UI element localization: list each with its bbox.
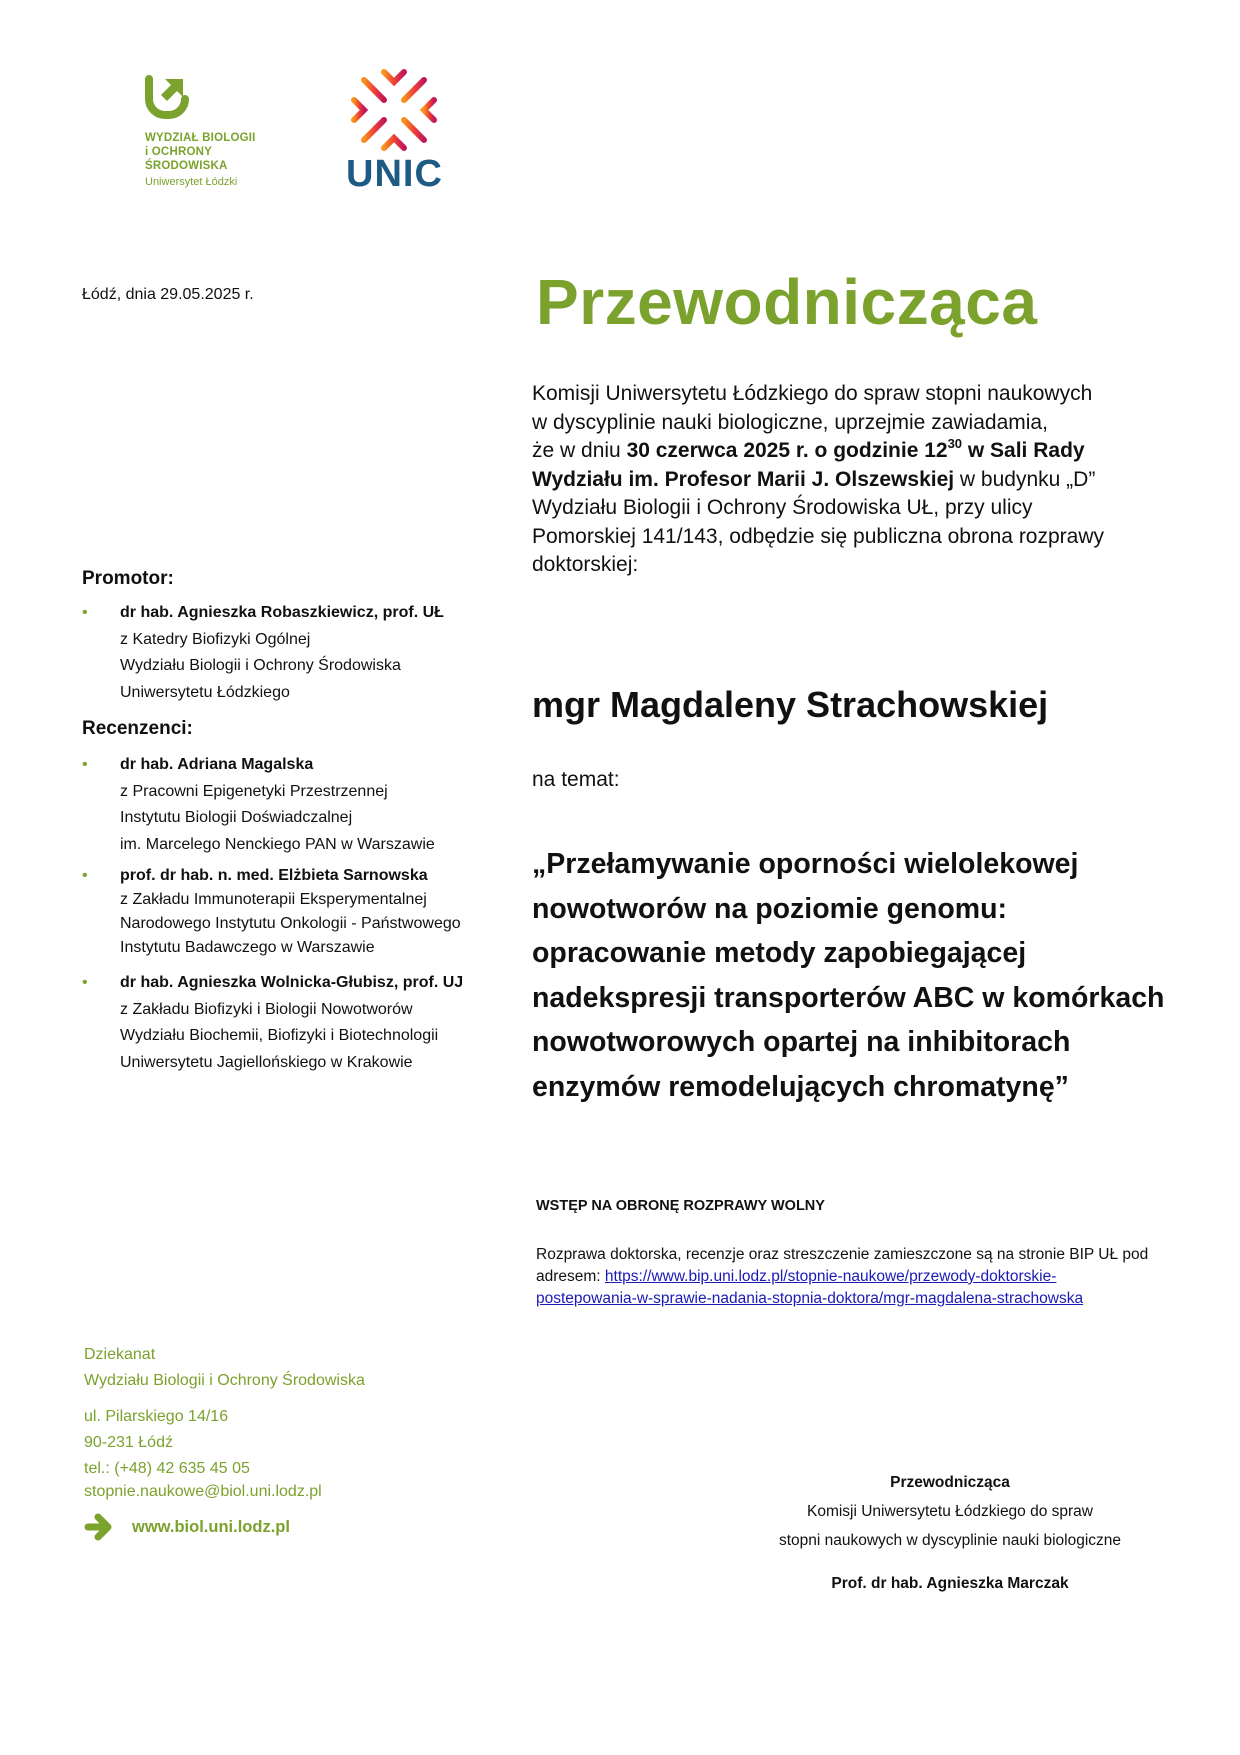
bullet-icon: • [82,756,88,773]
office-city: 90-231 Łódź [84,1434,173,1451]
office-phone: tel.: (+48) 42 635 45 05 [84,1460,250,1477]
faculty-logo [145,75,295,188]
faculty-name: WYDZIAŁ BIOLOGII i OCHRONY ŚRODOWISKA [145,132,256,172]
faculty-arrow-icon [145,75,189,121]
arrow-right-icon [84,1512,112,1542]
bullet-icon: • [82,974,88,991]
document-date: Łódź, dnia 29.05.2025 r. [82,286,254,303]
unic-logo [346,64,446,194]
contact-footer [84,1342,365,1542]
defense-room: Wydziału im. Profesor Marii J. Olszewskiej [532,467,955,491]
reviewer-item: • prof. dr hab. n. med. Elżbieta Sarnowska z Zakładu Immunoterapii Eksperymentalnej Narodowego Instytutu Onkologii - Państwowego Instytutu Badawczego w Warszawie [82,864,502,960]
thesis-title: „Przełamywanie oporności wielolekowej nowotworów na poziomie genomu: opracowanie metody zapobiegającej nadekspresji transporterów ABC w komórkach nowotworowych opartej na inhibitorach enzymów remodelujących chromatynę” [532,848,1165,1103]
signature-name: Prof. dr hab. Agnieszka Marczak [831,1575,1069,1592]
bullet-icon: • [82,604,88,621]
bip-link[interactable]: https://www.bip.uni.lodz.pl/stopnie-naukowe/przewody-doktorskie- postepowania-w-sprawie-nadania-stopnia-doktora/mgr-magdalena-strachowska [536,1268,1084,1307]
office-faculty: Wydziału Biologii i Ochrony Środowiska [84,1372,365,1389]
starburst-icon [346,64,442,156]
website-link[interactable]: www.biol.uni.lodz.pl [84,1512,365,1542]
university-name: Uniwersytet Łódzki [145,176,238,188]
reviewer-item: • dr hab. Agnieszka Wolnicka-Głubisz, prof. UJ z Zakładu Biofizyki i Biologii Nowotworów Wydziału Biochemii, Biofizyki i Biotechnologii Uniwersytetu Jagiellońskiego w Krakowie [82,970,502,1076]
signature-block: Przewodnicząca Komisji Uniwersytetu Łódzkiego do spraw stopni naukowych w dyscyplinie nauki biologiczne Prof. dr hab. Agnieszka Marczak [740,1468,1160,1598]
announcement-text: Komisji Uniwersytetu Łódzkiego do spraw stopni naukowych w dyscyplinie nauki biologiczne, uprzejmie zawiadamia, że w dniu 30 czerwca 2025 r. o godzinie $12^{30}$ w Sali Rady Wydziału im. Profesor Marii J. Olszewskiej w budynku „D” Wydziału Biologii i Ochrony Środowiska UŁ, przy ulicy Pomorskiej 141/143, odbędzie się publiczna obrona rozprawy doktorskiej: [532,382,1105,576]
office-name: Dziekanat [84,1346,156,1363]
defense-datetime: 30 czerwca 2025 r. o godzinie $12^{30}$ w Sali Rady [626,436,1085,462]
reviewers-section [82,718,502,1076]
reviewers-heading: Recenzenci: [82,718,193,739]
promotor-item: • dr hab. Agnieszka Robaszkiewicz, prof. UŁ z Katedry Biofizyki Ogólnej Wydziału Biologii i Ochrony Środowiska Uniwersytetu Łódzkiego [82,600,502,706]
bullet-icon: • [82,867,88,884]
bip-info: Rozprawa doktorska, recenzje oraz streszczenie zamieszczone są na stronie BIP UŁ pod adresem: https://www.bip.uni.lodz.pl/stopnie-naukowe/przewody-doktorskie- postepowania-w-sprawie-nadania-stopnia-doktora/mgr-magdalena-strachowska [536,1246,1149,1307]
candidate-name: mgr Magdaleny Strachowskiej [532,684,1049,725]
office-street: ul. Pilarskiego 14/16 [84,1408,229,1425]
topic-label: na temat: [532,768,620,791]
unic-text: UNIC [346,153,443,195]
promotor-section [82,568,502,706]
entry-notice: WSTĘP NA OBRONĘ ROZPRAWY WOLNY [536,1198,825,1214]
office-email[interactable]: stopnie.naukowe@biol.uni.lodz.pl [84,1483,322,1500]
signature-title: Przewodnicząca [890,1474,1010,1491]
reviewer-item: • dr hab. Adriana Magalska z Pracowni Epigenetyki Przestrzennej Instytutu Biologii Doświadczalnej im. Marcelego Nenckiego PAN w Warszawie [82,752,502,858]
promotor-heading: Promotor: [82,568,174,589]
page-title: Przewodnicząca [536,266,1038,338]
